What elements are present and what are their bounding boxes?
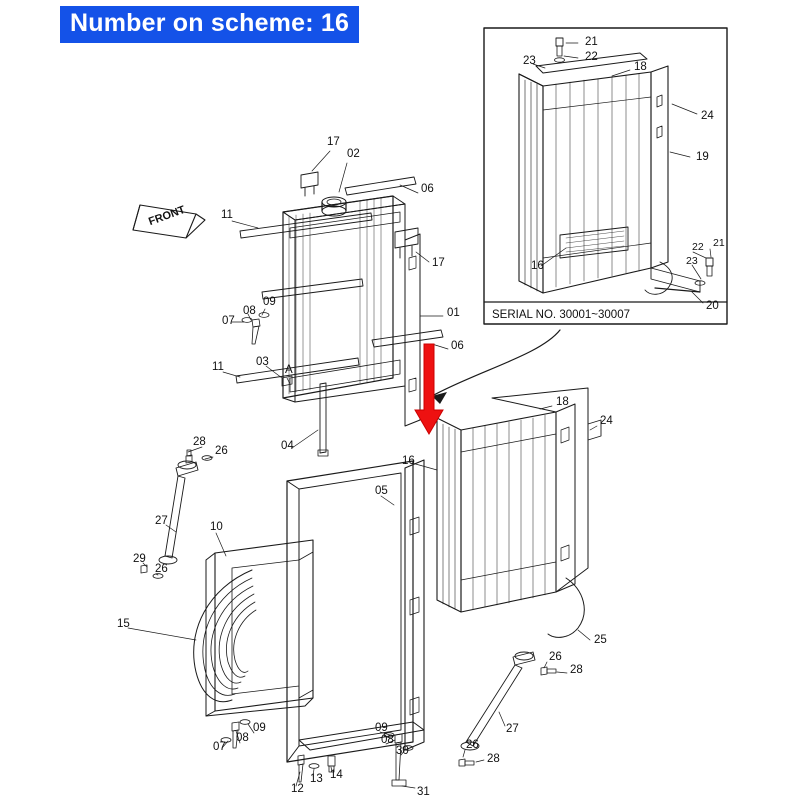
callout-08c: 08 bbox=[381, 734, 394, 746]
callout-04: 04 bbox=[281, 440, 294, 452]
callout-17a: 17 bbox=[327, 136, 340, 148]
callout-03: 03 bbox=[256, 356, 269, 368]
callout-08: 08 bbox=[243, 305, 256, 317]
callout-18b: 18 bbox=[556, 396, 569, 408]
callout-06a: 06 bbox=[421, 183, 434, 195]
callout-11b: 11 bbox=[212, 361, 224, 373]
callout-24b: 24 bbox=[600, 415, 613, 427]
callout-14: 14 bbox=[330, 769, 343, 781]
callout-17b: 17 bbox=[432, 257, 445, 269]
callout-16b: 16 bbox=[402, 455, 415, 467]
callout-27a: 27 bbox=[155, 515, 168, 527]
callout-02: 02 bbox=[347, 148, 360, 160]
callout-23b: 23 bbox=[686, 255, 698, 267]
callout-23a: 23 bbox=[523, 55, 536, 67]
callout-28a: 28 bbox=[193, 436, 206, 448]
callout-31: 31 bbox=[417, 786, 430, 798]
callout-06b: 06 bbox=[451, 340, 464, 352]
front-direction-label: FRONT bbox=[147, 203, 187, 229]
callout-A: A bbox=[285, 364, 293, 376]
callout-21a: 21 bbox=[585, 36, 598, 48]
callout-09c: 09 bbox=[375, 722, 388, 734]
callout-24a: 24 bbox=[701, 110, 714, 122]
callout-29: 29 bbox=[133, 553, 146, 565]
callout-15: 15 bbox=[117, 618, 130, 630]
callout-07b: 07 bbox=[213, 741, 226, 753]
callout-28c: 28 bbox=[570, 664, 583, 676]
callout-26b: 26 bbox=[155, 563, 168, 575]
callout-22b: 22 bbox=[692, 241, 704, 253]
callout-11a: 11 bbox=[221, 209, 233, 221]
callout-28d: 28 bbox=[487, 753, 500, 765]
callout-22a: 22 bbox=[585, 51, 598, 63]
callout-19: 19 bbox=[696, 151, 709, 163]
callout-21b: 21 bbox=[713, 237, 725, 249]
callout-16a: 16 bbox=[531, 260, 544, 272]
scheme-number-banner: Number on scheme: 16 bbox=[60, 6, 359, 43]
callout-01: 01 bbox=[447, 307, 460, 319]
callout-05: 05 bbox=[375, 485, 388, 497]
callout-27b: 27 bbox=[506, 723, 519, 735]
callout-09: 09 bbox=[263, 296, 276, 308]
callout-18a: 18 bbox=[634, 61, 647, 73]
serial-note-label: SERIAL NO. 30001~30007 bbox=[492, 309, 630, 321]
callout-30: 30 bbox=[396, 745, 409, 757]
callout-26d: 26 bbox=[466, 739, 479, 751]
callout-10: 10 bbox=[210, 521, 223, 533]
callout-12: 12 bbox=[291, 783, 304, 795]
callout-20: 20 bbox=[706, 300, 719, 312]
callout-09b: 09 bbox=[253, 722, 266, 734]
callout-08b: 08 bbox=[236, 732, 249, 744]
callout-26c: 26 bbox=[549, 651, 562, 663]
callout-26a: 26 bbox=[215, 445, 228, 457]
callout-25: 25 bbox=[594, 634, 607, 646]
callout-07a: 07 bbox=[222, 315, 235, 327]
callout-13: 13 bbox=[310, 773, 323, 785]
